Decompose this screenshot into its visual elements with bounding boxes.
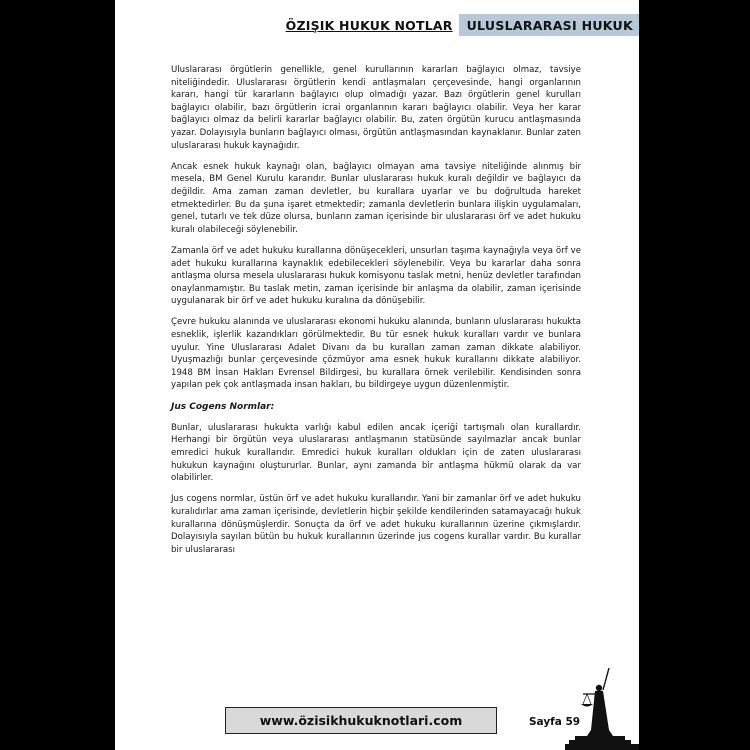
paragraph: Jus cogens normlar, üstün örf ve adet hukuku kurallarıdır. Yani bir zamanlar örf ve adet hukuku kuralıdırlar ama zaman içerisinde, devletlerin hiçbir şekilde kendilerinden satamayacağı hukuk kurallarına dönüşmüşlerdir. Sonuçta da örf ve adet hukuku kurallarının üzerine çıkmışlardır. Dolayısıyla sayılan bütün bu hukuk kurallarının üzerinde jus cogens kurallar vardır. Bu kurallar bir uluslararası (171, 494, 581, 555)
footer-website-link[interactable]: www.özisikhukuknotlari.com (225, 707, 497, 734)
paragraph: Çevre hukuku alanında ve uluslararası ekonomi hukuku alanında, bunların uluslararası hukukta esneklik, işlerlik kazandıkları görülmektedir. Bu tür esnek hukuk kuralları vardır ve bunlara uyulur. Yine Uluslararası Adalet Divanı da bu kuralları zaman zaman dikkate alabiliyor. Uyuşmazlığı bunlar çerçevesinde çözmüyor ama esnek hukuk kurallarını dikkate alabiliyor. 1948 BM İnsan Hakları Evrensel Bildirgesi, bu kurallara örnek verilebilir. Kendisinden sonra yapılan pek çok antlaşmada insan hakları, bu bildirgeye uygun düzenlenmiştir. (171, 317, 581, 391)
header-site-title: ÖZIŞIK HUKUK NOTLAR (285, 17, 453, 33)
page-header (286, 14, 639, 36)
page-number: Sayfa 59 (529, 716, 581, 728)
document-body (171, 64, 581, 565)
header-subject-title: ULUSLARARASI HUKUK (459, 14, 639, 36)
paragraph: Bunlar, uluslararası hukukta varlığı kabul edilen ancak içeriği tartışmalı olan kurallardır. Herhangi bir örgütün veya uluslararası antlaşmanın statüsünde sayılmazlar ancak bunlar emredici hukuk kurallarıdır. Emredici hukuk kuralları oldukları için de zaten uluslararası hukukun kaynağını oluştururlar. Bunlar, aynı zamanda bir antlaşma hükmü olarak da var olabilirler. (171, 422, 581, 484)
paragraph: Uluslararası örgütlerin genellikle, genel kurullarının kararları bağlayıcı olmaz, tavsiye niteliğindedir. Uluslararası örgütlerin kendi antlaşmaları çerçevesinde, hangi organlarının kararı, hangi tür kararların bağlayıcı olup olmadığı yazar. Bazı örgütlerin genel kurulları bağlayıcı olabilir, bazı örgütlerin icrai organlarının kararı bağlayıcı olabilir. Veya her karar bağlayıcı olmaz da belirli kararlar bağlayıcı olabilir. Bu, zaten örgütün kurucu antlaşmasında yazar. Dolayısıyla bunların bağlayıcı olması, örgütün antlaşmasından kaynaklanır. Bunlar zaten uluslararası hukuk kaynağıdır. (171, 65, 581, 151)
section-heading: Jus Cogens Normlar: (171, 401, 275, 412)
paragraph: Ancak esnek hukuk kaynağı olan, bağlayıcı olmayan ama tavsiye niteliğinde alınmış bir mesela, BM Genel Kurulu kararıdır. Bunlar uluslararası hukuk kuralı değildir ve bağlayıcı da değildir. Ama zaman zaman devletler, bu kurallara uyarlar ve bu doğrultuda hareket etmektedirler. Bu da şuna işaret etmektedir; zamanla devletlerin bunlara ilişkin uygulamaları, genel, tutarlı ve tek düze olursa, bunların zaman içerisinde bir uluslararası örf ve adet hukuku kuralı olabileceği söylenebilir. (171, 161, 581, 235)
document-page (115, 0, 639, 750)
paragraph: Zamanla örf ve adet hukuku kurallarına dönüşecekleri, unsurları taşıma kaynağıyla veya örf ve adet hukuku kurallarına kaynaklık edebilecekleri söylenebilir. Veya bu kararlar daha sonra antlaşma olursa mesela uluslararası hukuk komisyonu taslak metni, henüz devletler tarafından onaylanmamıştır. Bu taslak metin, zaman içerisinde bir anlaşma da olabilir, zaman içerisinde uygulanarak bir örf ve adet hukuku kuralına da dönüşebilir. (171, 245, 581, 307)
lady-justice-icon (565, 660, 639, 750)
